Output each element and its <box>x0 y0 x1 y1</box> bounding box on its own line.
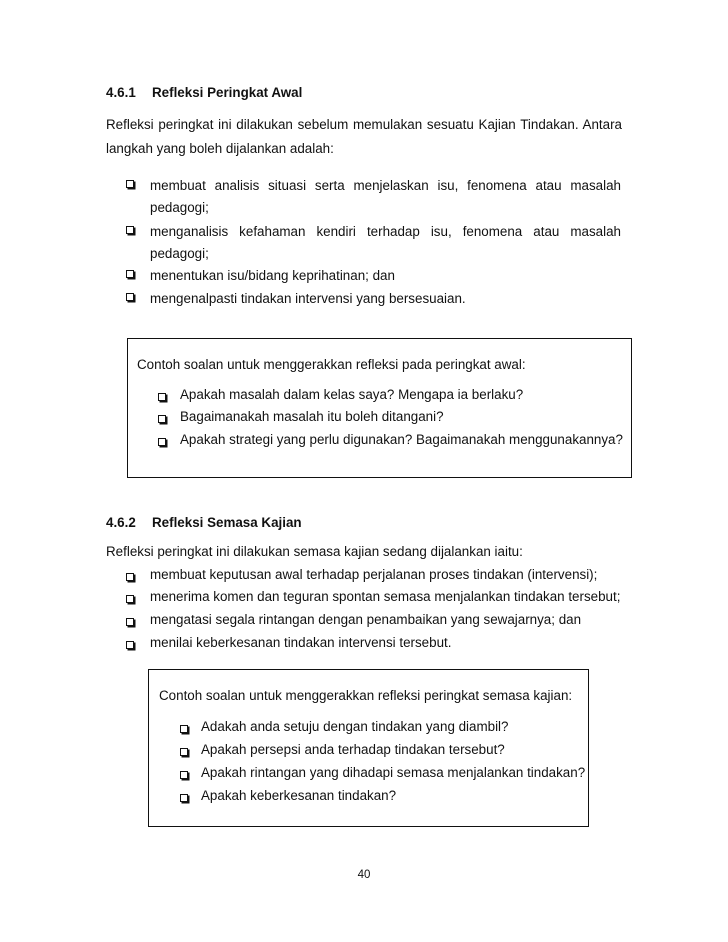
section-number: 4.6.2 <box>106 515 136 530</box>
bullet-text: menganalisis kefahaman kendiri terhadap isu, fenomena atau masalah <box>150 224 621 239</box>
question-text: Apakah persepsi anda terhadap tindakan tersebut? <box>201 742 505 757</box>
checkbox-bullet-icon <box>158 438 166 446</box>
bullet-text: menentukan isu/bidang keprihatinan; dan <box>150 268 395 283</box>
intro-line-1: Refleksi peringkat ini dilakukan sebelum memulakan sesuatu Kajian Tindakan. Antara <box>106 117 622 132</box>
bullet-text: mengatasi segala rintangan dengan penambaikan yang sewajarnya; dan <box>150 612 582 627</box>
checkbox-bullet-icon <box>126 226 134 234</box>
checkbox-bullet-icon <box>180 725 188 733</box>
intro-paragraph <box>106 113 622 161</box>
checkbox-bullet-icon <box>126 180 134 188</box>
page-number: 40 <box>357 869 371 881</box>
bullet-text-cont: pedagogi; <box>150 200 209 215</box>
section2-intro: Refleksi peringkat ini dilakukan semasa kajian sedang dijalankan iaitu: <box>106 544 523 559</box>
checkbox-bullet-icon <box>126 270 134 278</box>
checkbox-bullet-icon <box>126 573 134 581</box>
bullet-text: menilai keberkesanan tindakan intervensi tersebut. <box>150 635 452 650</box>
section-title: Refleksi Peringkat Awal <box>152 85 303 100</box>
checkbox-bullet-icon <box>126 618 134 626</box>
section-number: 4.6.1 <box>106 85 136 100</box>
section-title: Refleksi Semasa Kajian <box>152 515 302 530</box>
question-text: Apakah rintangan yang dihadapi semasa menjalankan tindakan? <box>201 765 586 780</box>
bullet-text: mengenalpasti tindakan intervensi yang bersesuaian. <box>150 291 466 306</box>
bullet-text: membuat keputusan awal terhadap perjalanan proses tindakan (intervensi); <box>150 567 598 582</box>
section-heading-4-6-2 <box>106 515 302 530</box>
question-text: Apakah strategi yang perlu digunakan? Bagaimanakah menggunakannya? <box>180 432 623 447</box>
question-text: Apakah keberkesanan tindakan? <box>201 788 397 803</box>
bullet-text: membuat analisis situasi serta menjelaskan isu, fenomena atau masalah <box>150 178 621 193</box>
question-text: Apakah masalah dalam kelas saya? Mengapa ia berlaku? <box>180 387 524 402</box>
checkbox-bullet-icon <box>158 415 166 423</box>
checkbox-bullet-icon <box>180 771 188 779</box>
section-heading-4-6-1 <box>106 85 302 100</box>
checkbox-bullet-icon <box>126 293 134 301</box>
checkbox-bullet-icon <box>180 794 188 802</box>
box-title: Contoh soalan untuk menggerakkan refleksi pada peringkat awal: <box>137 357 526 372</box>
checkbox-bullet-icon <box>180 748 188 756</box>
box-title: Contoh soalan untuk menggerakkan refleksi peringkat semasa kajian: <box>159 688 573 703</box>
bullet-text-cont: pedagogi; <box>150 246 209 261</box>
checkbox-bullet-icon <box>158 393 166 401</box>
bullet-text: menerima komen dan teguran spontan semasa menjalankan tindakan tersebut; <box>150 589 621 604</box>
intro-line-2: langkah yang boleh dijalankan adalah: <box>106 141 334 156</box>
checkbox-bullet-icon <box>126 641 134 649</box>
checkbox-bullet-icon <box>126 595 134 603</box>
example-questions-box-awal <box>127 338 632 478</box>
question-text: Adakah anda setuju dengan tindakan yang diambil? <box>201 719 509 734</box>
question-text: Bagaimanakah masalah itu boleh ditangani? <box>180 409 444 424</box>
example-questions-box-semasa <box>148 669 589 827</box>
